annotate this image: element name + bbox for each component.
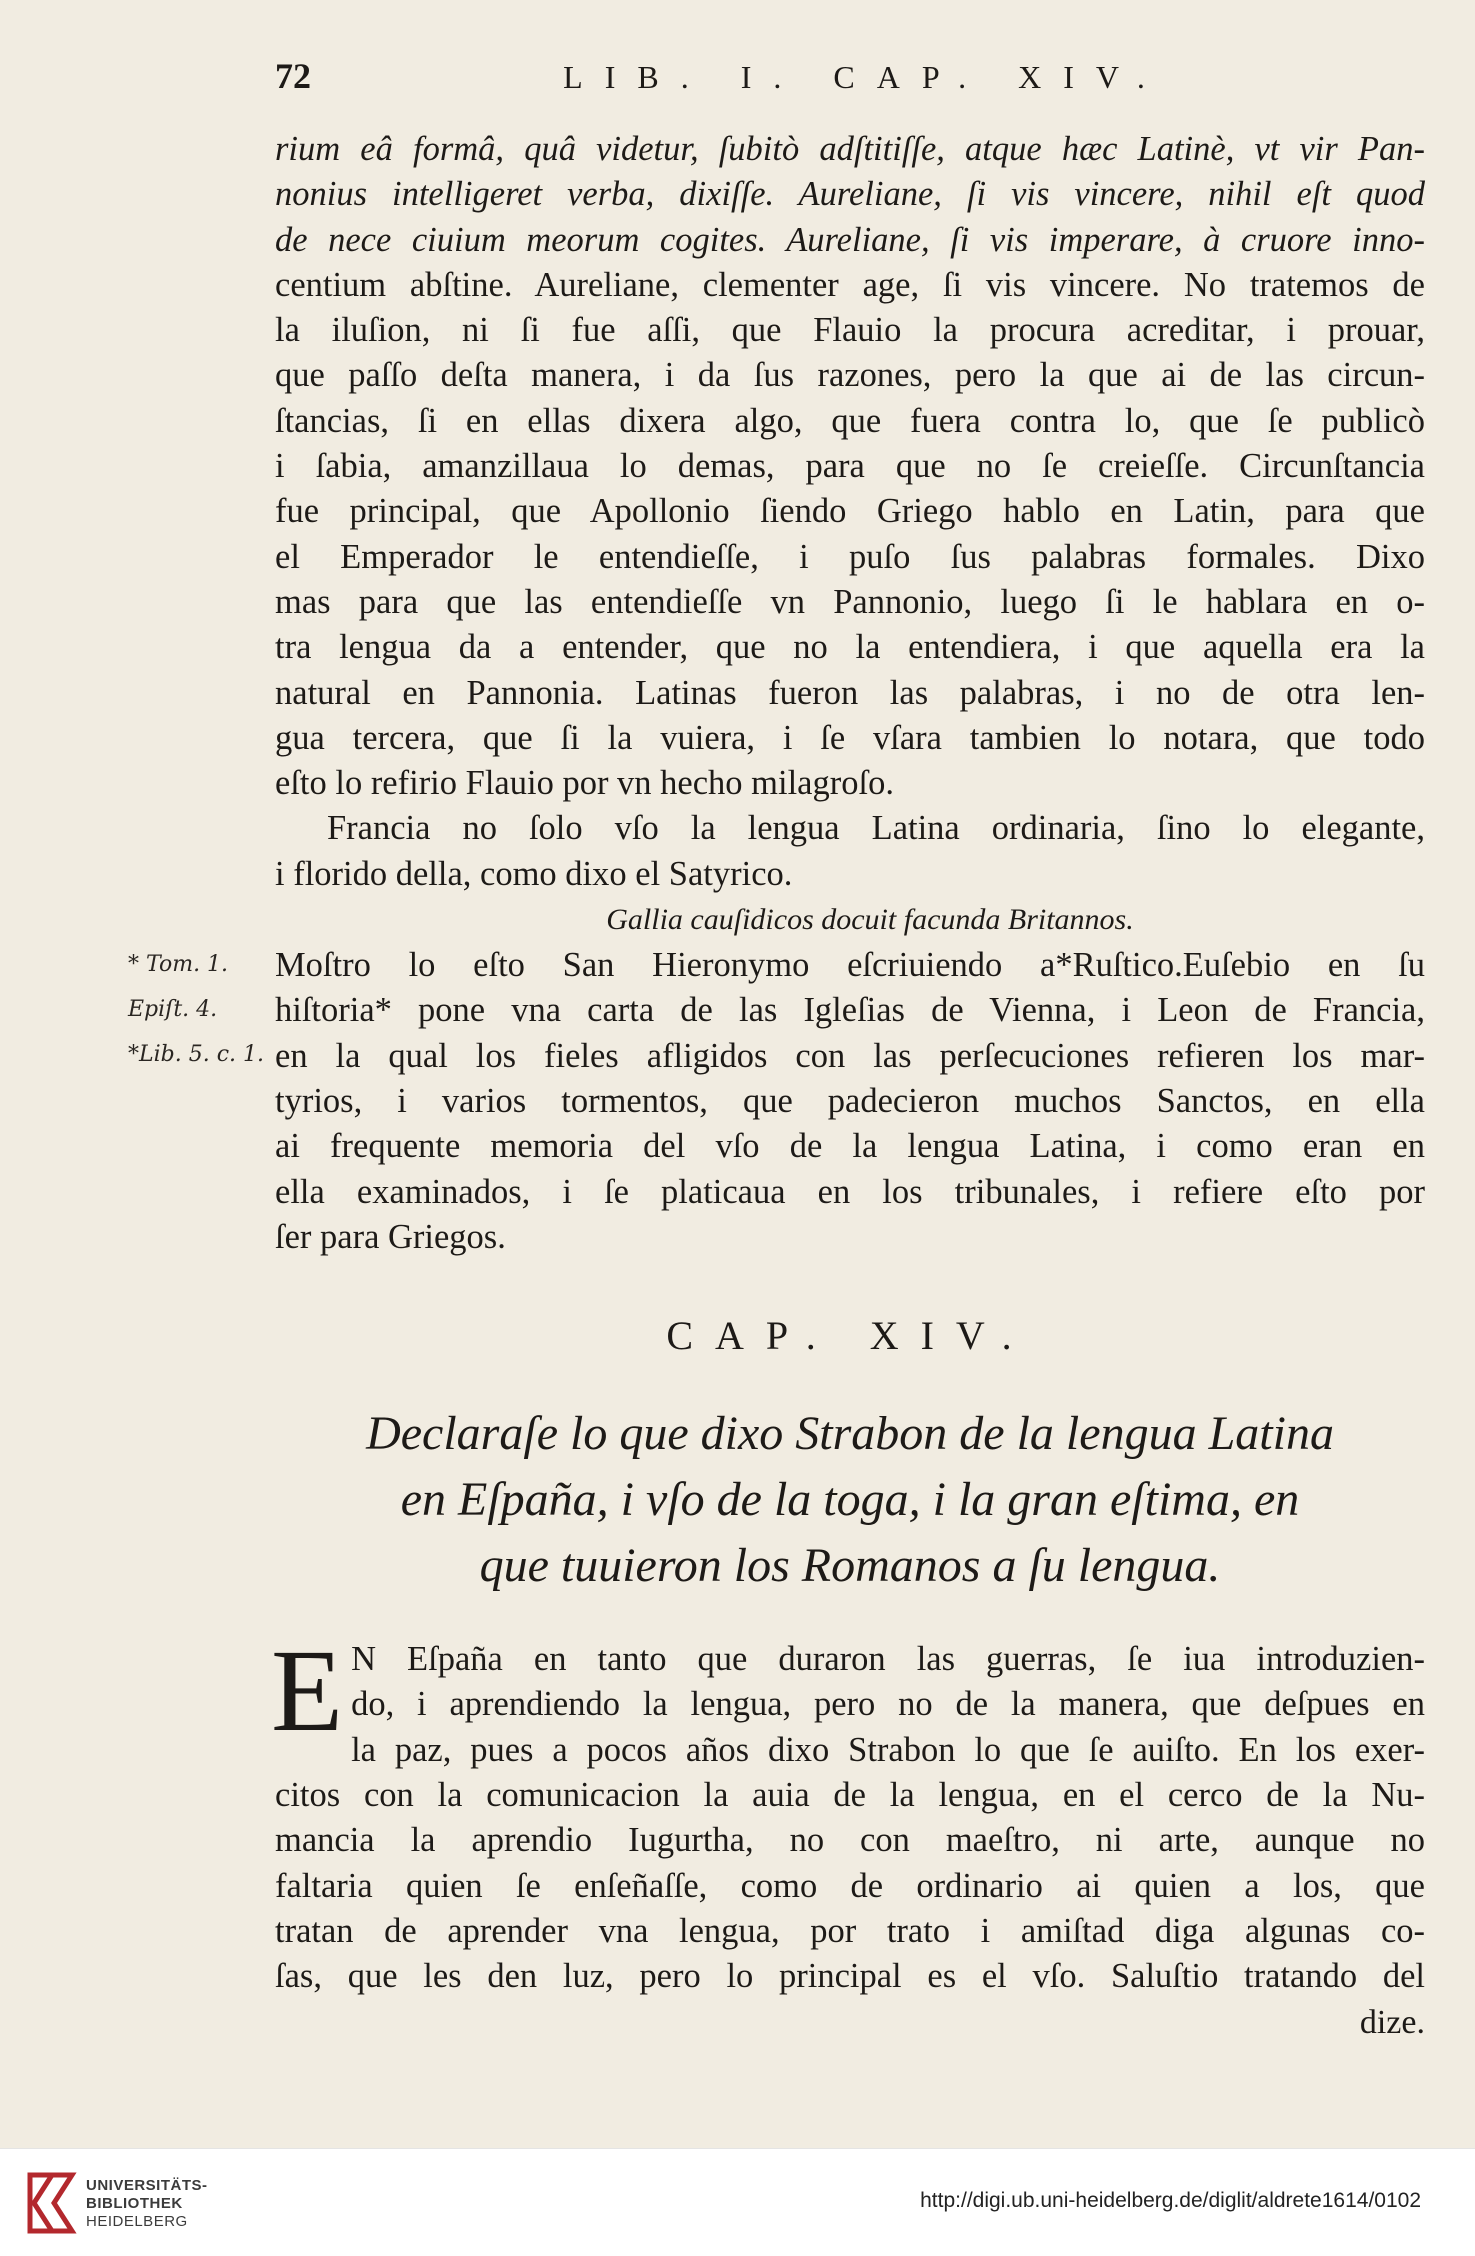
text-line: tyrios, i varios tormentos, que padecieron muchos Sanctos, en ella (275, 1081, 1425, 1120)
text-line: que paſſo deſta manera, i da ſus razones, pero la que ai de las circun- (275, 356, 1425, 395)
margin-note: Epiſt. 4. (128, 997, 218, 1022)
paragraph-3 (275, 943, 1425, 1260)
library-name-line: UNIVERSITÄTS- (86, 2177, 208, 2194)
text-line: i ſabia, amanzillaua lo demas, para que no ſe creieſſe. Circunſtancia (275, 447, 1425, 486)
page-number: 72 (275, 56, 311, 96)
text-line: la iluſion, ni ſi fue aſſi, que Flauio la procura acreditar, i prouar, (275, 311, 1425, 350)
text-line: tra lengua da a entender, que no la entendiera, i que aquella era la (275, 628, 1425, 667)
running-title: LIB. I. CAP. XIV. (563, 59, 1167, 95)
paragraph-1 (275, 127, 1425, 806)
paragraph-4 (271, 1625, 1425, 1999)
text-line: gua tercera, que ſi la vuiera, i ſe vſara tambien lo notara, que todo (275, 718, 1425, 757)
text-line: ſer para Griegos. (275, 1217, 506, 1256)
text-line: eſto lo refirio Flauio por vn hecho milagroſo. (275, 764, 894, 803)
text-line: hiſtoria* pone vna carta de las Igleſias de Vienna, i Leon de Francia, (275, 991, 1425, 1030)
book-page (271, 55, 1425, 2045)
text-line: ſas, que les den luz, pero lo principal es el vſo. Saluſtio tratando del (275, 1957, 1425, 1996)
library-name-line: BIBLIOTHEK (86, 2195, 183, 2212)
library-name (86, 2177, 208, 2231)
drop-cap: E (271, 1625, 344, 1757)
library-logo-icon (22, 2169, 82, 2235)
text-line: do, i aprendiendo la lengua, pero no de la manera, que deſpues en (351, 1685, 1425, 1724)
paragraph-2 (275, 806, 1425, 897)
text-line: tratan de aprender vna lengua, por trato i amiſtad diga algunas co- (275, 1911, 1425, 1950)
library-name-line: HEIDELBERG (86, 2213, 188, 2230)
latin-verse: Gallia cauſidicos docuit facunda Britannos. (606, 903, 1134, 937)
text-line: ſtancias, ſi en ellas dixera algo, que fuera contra lo, que ſe publicò (275, 401, 1425, 440)
text-line: N Eſpaña en tanto que duraron las guerras, ſe iua introduzien- (351, 1640, 1425, 1679)
margin-notes (128, 942, 278, 1077)
text-line: Francia no ſolo vſo la lengua Latina ordinaria, ſino lo elegante, (327, 809, 1425, 848)
page-header (275, 55, 1425, 127)
margin-note: * Tom. 1. (128, 952, 229, 977)
text-line: ai frequente memoria del vſo de la lengua Latina, i como eran en (275, 1127, 1425, 1166)
text-line: mancia la aprendio Iugurtha, no con maeſtro, ni arte, aunque no (275, 1821, 1425, 1860)
text-line: mas para que las entendieſſe vn Pannonio, luego ſi le hablara en o- (275, 582, 1425, 621)
text-line: natural en Pannonia. Latinas fueron las palabras, i no de otra len- (275, 673, 1425, 712)
heading-line: que tuuieron los Romanos a ſu lengua. (479, 1539, 1221, 1593)
chapter-title: CAP. XIV. (666, 1313, 1034, 1359)
text-line: Moſtro lo eſto San Hieronymo eſcriuiendo a*Ruſtico.Euſebio en ſu (275, 946, 1425, 985)
viewer-footer (0, 2148, 1475, 2256)
text-line: ella examinados, i ſe platicaua en los tribunales, i refiere eſto por (275, 1172, 1425, 1211)
text-line: faltaria quien ſe enſeñaſſe, como de ordinario ai quien a los, que (275, 1866, 1425, 1905)
text-line: citos con la comunicacion la auia de la lengua, en el cerco de la Nu- (275, 1776, 1425, 1815)
margin-note: *Lib. 5. c. 1. (128, 1042, 264, 1067)
text-line: en la qual los fieles afligidos con las perſecuciones refieren los mar- (275, 1036, 1425, 1075)
text-line: i florido della, como dixo el Satyrico. (275, 854, 793, 893)
heading-line: en Eſpaña, i vſo de la toga, i la gran eſtima, en (400, 1473, 1300, 1527)
text-line: nonius intelligeret verba, dixiſſe. Aureliane, ſi vis vincere, nihil eſt quod (275, 175, 1425, 214)
text-line: la paz, pues a pocos años dixo Strabon lo que ſe auiſto. En los exer- (351, 1730, 1425, 1769)
text-line: fue principal, que Apollonio ſiendo Griego hablo en Latin, para que (275, 492, 1425, 531)
catchword: dize. (1359, 2003, 1425, 2041)
permalink-url[interactable]: http://digi.ub.uni-heidelberg.de/diglit/aldrete1614/0102 (920, 2189, 1421, 2212)
text-line: el Emperador le entendieſſe, i puſo ſus palabras formales. Dixo (275, 537, 1425, 576)
text-line: rium eâ formâ, quâ videtur, ſubitò adſtitiſſe, atque hæc Latinè, vt vir Pan- (275, 130, 1425, 168)
text-line: de nece ciuium meorum cogites. Aureliane, ſi vis imperare, à cruore inno- (275, 220, 1425, 259)
chapter-heading (275, 1401, 1425, 1599)
heading-line: Declaraſe lo que dixo Strabon de la lengua Latina (366, 1407, 1334, 1461)
text-line: centium abſtine. Aureliane, clementer age, ſi vis vincere. No tratemos de (275, 265, 1425, 304)
